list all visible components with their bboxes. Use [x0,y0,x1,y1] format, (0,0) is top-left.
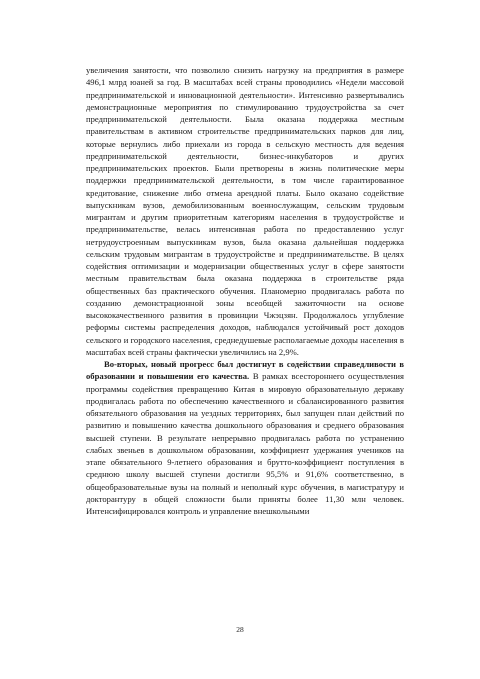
body-paragraph [86,64,404,358]
bold-text-run: Во-вторых, новый прогресс был достигнут в содействии справедливости в образовании и повышении его качества. [86,359,404,382]
body-paragraph [86,358,404,517]
document-body [86,64,404,517]
page-number: 28 [236,625,244,634]
text-run: увеличения занятости, что позволило снизить нагрузку на предприятия в размере 496,1 млрд юаней за год. В масштабах всей страны проводились «Недели массовой предпринимательской и инновационной деятельности». Интенсивно развертывались демонстрационные мероприятия по стимулированию трудоустройства за счет предпринимательской деятельности. Была оказана поддержка местным правительствам в активном строительстве предпринимательских парков для лиц, которые вернулись либо приехали из города в сельскую местность для ведения предпринимательской деятельности, бизнес-инкубаторов и других предпринимательских проектов. Были претворены в жизнь политические меры поддержки предпринимательской деятельности, в том числе гарантированное кредитование, снижение либо отмена арендной платы. Было оказано содействие выпускникам вузов, демобилизованным военнослужащим, сельским трудовым мигрантам и другим приоритетным категориям населения в трудоустройстве и предпринимательстве, велась интенсивная работа по предоставлению услуг нетрудоустроенным выпускникам вузов, была оказана дальнейшая поддержка сельским трудовым мигрантам в трудоустройстве и предпринимательстве. В целях содействия оптимизации и модернизации общественных услуг в сфере занятости местным правительствам была оказана поддержка в строительстве ряда общественных баз практического обучения. Планомерно продвигалась работа по созданию демонстрационной зоны всеобщей зажиточности на основе высококачественного развития в провинции Чжэцзян. Продолжалось углубление реформы системы распределения доходов, наблюдался устойчивый рост доходов сельского и городского населения, среднедушевые располагаемые доходы населения в масштабах всей страны фактически увеличились на 2,9%. [86,65,404,357]
text-run: В рамках всестороннего осуществления программы содействия превращению Китая в мировую образовательную державу продвигалась работа по обеспечению качественного и сбалансированного развития обязательного образования на уездных территориях, был запущен план действий по развитию и повышению качества дошкольного образования и среднего образования высшей ступени. В результате непрерывно продвигалась работа по устранению слабых звеньев в дошкольном образовании, коэффициент удержания учеников на этапе обязательного 9-летнего образования и брутто-коэффициент поступления в среднюю школу высшей ступени достигли 95,5% и 91,6% соответственно, в общеобразовательные вузы на полный и неполный курс обучения, в магистратуру и докторантуру в общей сложности были приняты более 11,30 млн человек. Интенсифицировался контроль и управление внешкольными [86,371,404,516]
